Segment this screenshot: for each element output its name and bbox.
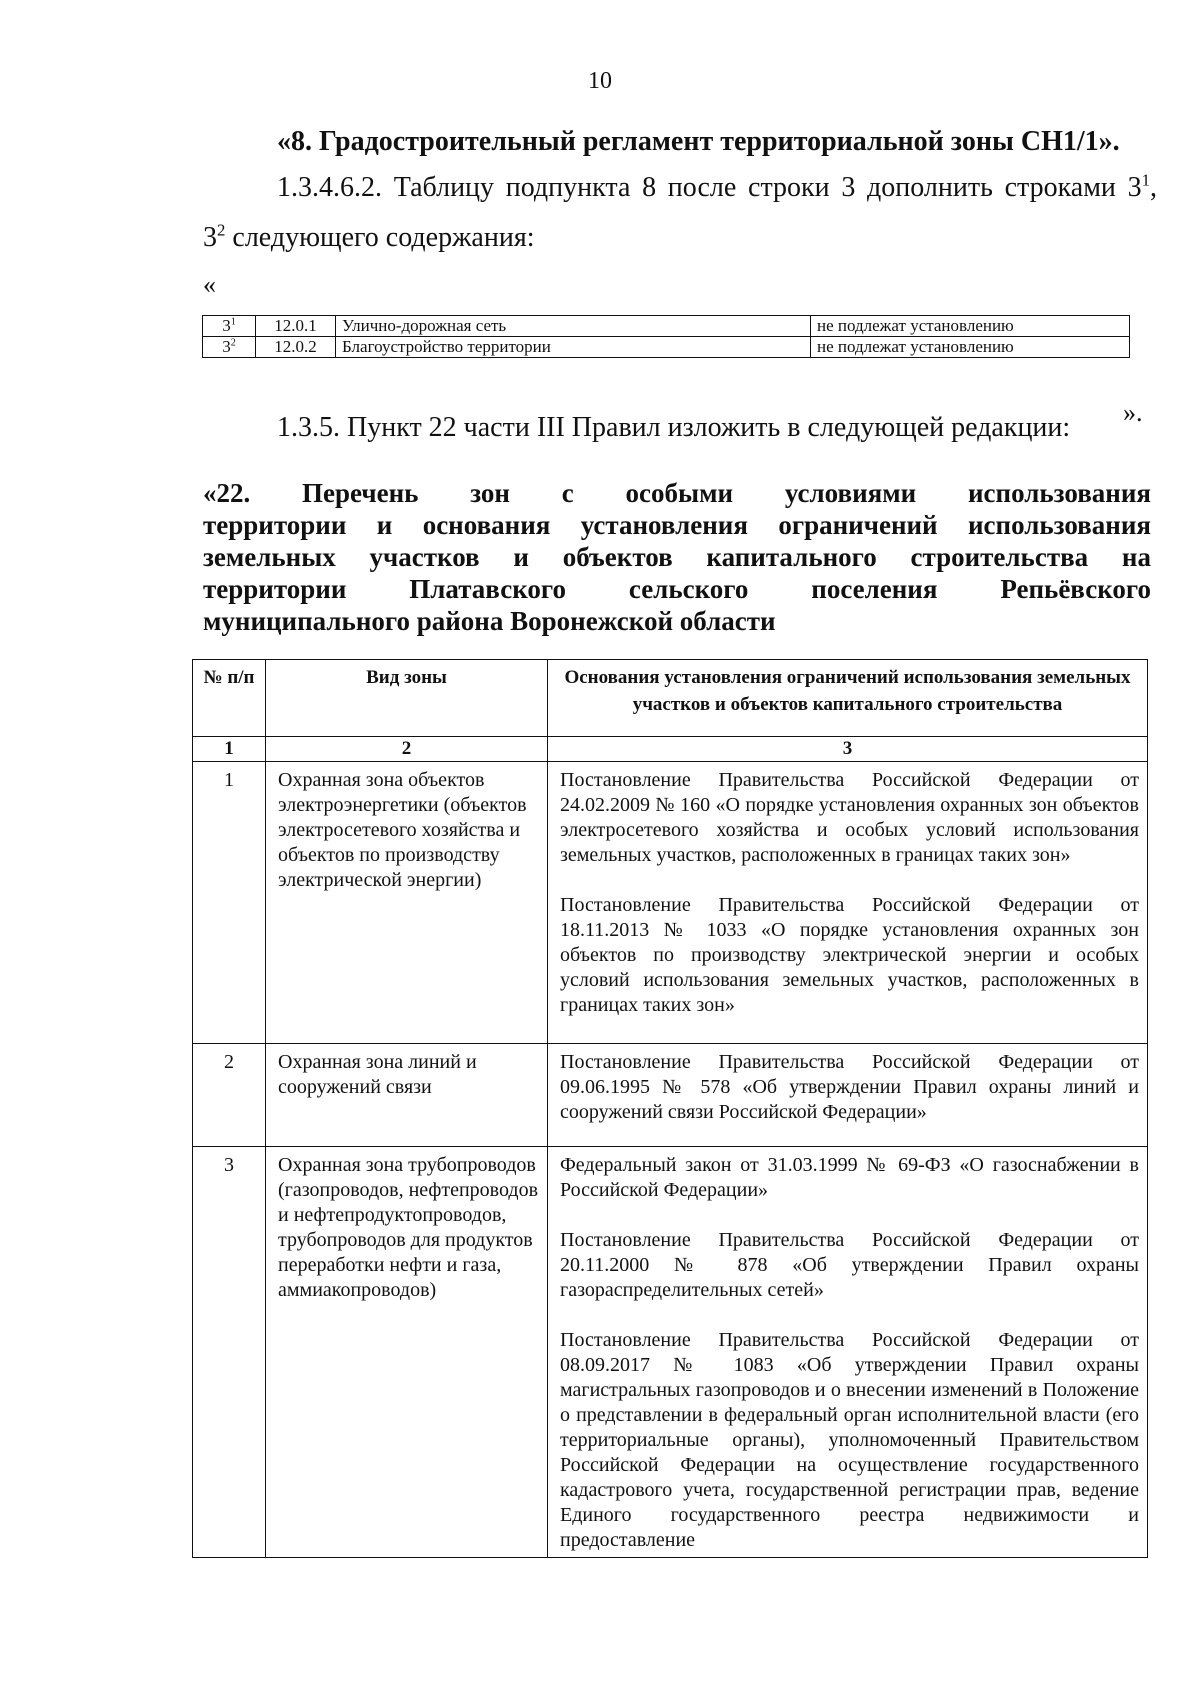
table-header-row [193, 660, 1148, 737]
legal-reference: Федеральный закон от 31.03.1999 № 69-ФЗ «О газоснабжении в Российской Федерации» [560, 1154, 1139, 1201]
paragraph-1-line-1 [277, 172, 1157, 204]
paragraph-1-comma: , [1150, 172, 1157, 203]
code-cell: 12.0.2 [256, 337, 336, 358]
value-cell: не подлежат установлению [811, 316, 1130, 337]
zone-type-cell: Охранная зона трубопроводов (газопроводов, нефтепроводов и нефтепродуктопроводов, трубопроводов для продуктов переработки нефти и газа, аммиакопроводов) [266, 1147, 548, 1558]
section-heading: «8. Градостроительный регламент территориальной зоны СН1/1». [277, 126, 1120, 157]
use-name-cell: Улично-дорожная сеть [336, 316, 811, 337]
zone-type-cell: Охранная зона линий и сооружений связи [266, 1044, 548, 1147]
legal-reference: Постановление Правительства Российской Федерации от 20.11.2000 № 878 «Об утверждении Правил охраны газораспределительных сетей» [560, 1229, 1139, 1301]
column-number: 1 [193, 737, 266, 762]
section-22-heading [203, 477, 1151, 637]
row-number: 1 [193, 762, 266, 1044]
paragraph-1-continuation: следующего содержания: [225, 222, 535, 253]
table-row [203, 316, 1130, 337]
row-number: 2 [193, 1044, 266, 1147]
heading-line: «22. Перечень зон с особыми условиями использования [203, 478, 1151, 508]
superscript: 1 [1141, 170, 1150, 190]
restriction-zones-table [192, 659, 1148, 1558]
basis-cell [548, 1147, 1148, 1558]
column-number-row [193, 737, 1148, 762]
basis-cell [548, 1044, 1148, 1147]
table-row [193, 1147, 1148, 1558]
value-cell: не подлежат установлению [811, 337, 1130, 358]
table-row [203, 337, 1130, 358]
opening-quote: « [203, 270, 216, 299]
column-number: 3 [548, 737, 1148, 762]
amendment-table [202, 315, 1130, 358]
paragraph-2: 1.3.5. Пункт 22 части III Правил изложить в следующей редакции: [277, 412, 1071, 443]
closing-quote: ». [1123, 398, 1143, 427]
row-number: 3 [193, 1147, 266, 1558]
paragraph-1-text: 1.3.4.6.2. Таблицу подпункта 8 после строки 3 дополнить строками 3 [277, 172, 1142, 203]
header-zone-type: Вид зоны [266, 660, 548, 737]
code-cell: 12.0.1 [256, 316, 336, 337]
table-row [193, 1044, 1148, 1147]
row-ref: 3 [203, 222, 217, 253]
use-name-cell: Благоустройство территории [336, 337, 811, 358]
header-basis: Основания установления ограничений использования земельных участков и объектов капитального строительства [548, 660, 1148, 737]
legal-reference: Постановление Правительства Российской Федерации от 09.06.1995 № 578 «Об утверждении Правил охраны линий и сооружений связи Российской Федерации» [560, 1051, 1139, 1123]
legal-reference: Постановление Правительства Российской Федерации от 18.11.2013 № 1033 «О порядке установления охранных зон объектов по производству электрической энергии и особых условий использования земельных участков, расположенных в границах таких зон» [560, 894, 1139, 1016]
table-row [193, 762, 1148, 1044]
heading-line: территории и основания установления ограничений использования [203, 510, 1151, 540]
page-number: 10 [588, 68, 612, 94]
row-number-cell: $3^1$ [203, 316, 256, 337]
zone-type-cell: Охранная зона объектов электроэнергетики (объектов электросетевого хозяйства и объектов по производству электрической энергии) [266, 762, 548, 1044]
superscript: 2 [217, 220, 226, 240]
heading-line: территории Платавского сельского поселения Репьёвского [203, 574, 1151, 604]
legal-reference: Постановление Правительства Российской Федерации от 24.02.2009 № 160 «О порядке установления охранных зон объектов электросетевого хозяйства и особых условий использования земельных участков, расположенных в границах таких зон» [560, 769, 1139, 866]
column-number: 2 [266, 737, 548, 762]
heading-line: земельных участков и объектов капитального строительства на [203, 542, 1151, 572]
row-number-cell: $3^2$ [203, 337, 256, 358]
paragraph-1-line-2 [203, 222, 534, 254]
basis-cell [548, 762, 1148, 1044]
heading-line: муниципального района Воронежской области [203, 606, 776, 636]
header-number: № п/п [193, 660, 266, 737]
legal-reference: Постановление Правительства Российской Федерации от 08.09.2017 № 1083 «Об утверждении Правил охраны магистральных газопроводов и о внесении изменений в Положение о представлении в федеральный орган исполнительной власти (его территориальные органы), уполномоченный Правительством Российской Федерации на осуществление государственного кадастрового учета, государственной регистрации прав, ведение Единого государственного реестра недвижимости и предоставление [560, 1329, 1139, 1551]
